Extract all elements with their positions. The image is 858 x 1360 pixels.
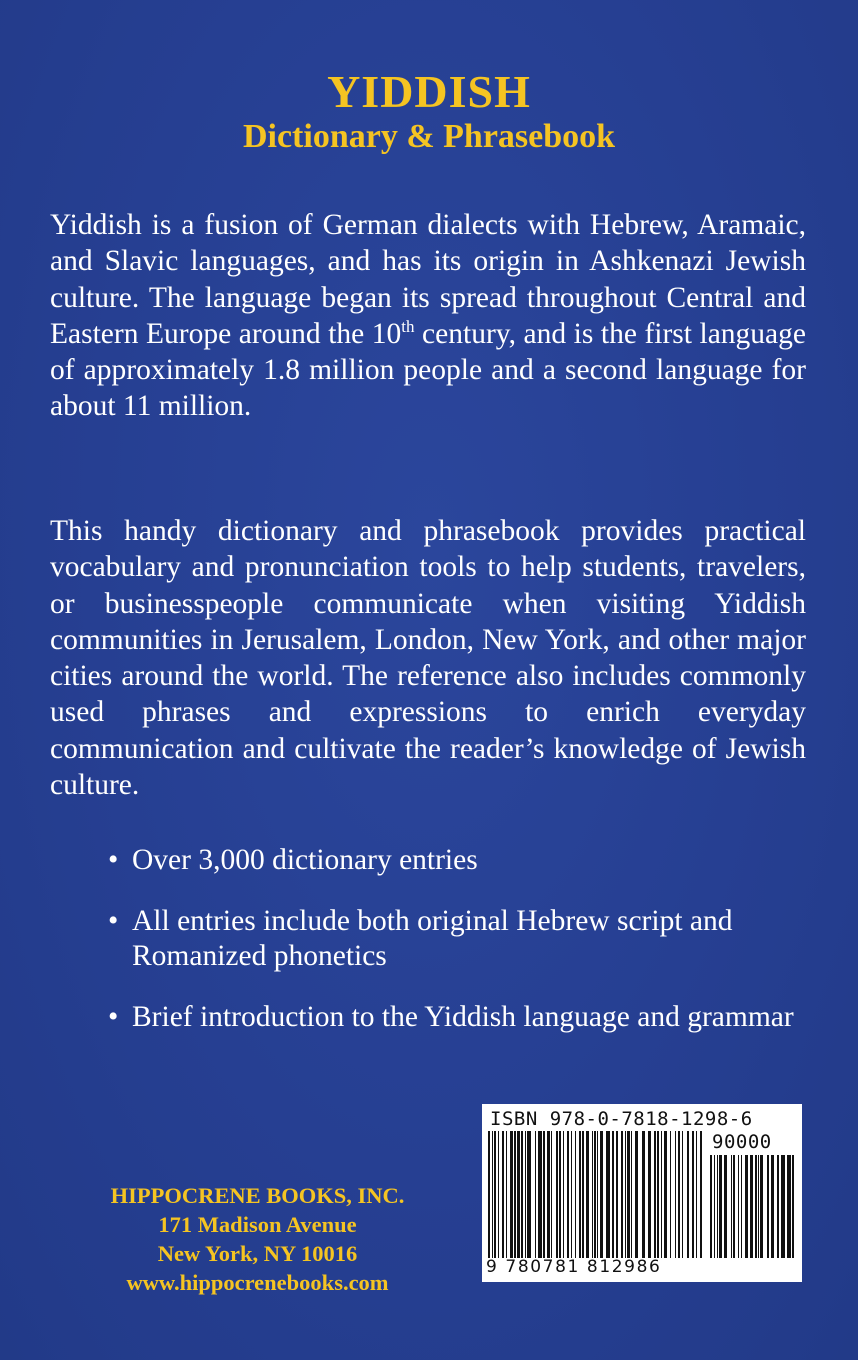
- book-subtitle: Dictionary & Phrasebook: [242, 118, 616, 155]
- barcode-bar: [719, 1155, 722, 1258]
- feature-list-item: [108, 843, 808, 878]
- bullet-icon: •: [108, 905, 119, 937]
- barcode-bar: [700, 1131, 702, 1258]
- barcode-bar: [724, 1155, 727, 1258]
- ean-digits: 9 780781 812986: [486, 1257, 662, 1277]
- barcode-bar: [563, 1131, 564, 1258]
- publisher-name: HIPPOCRENE BOOKS, INC.: [110, 1183, 405, 1208]
- barcode-bar: [771, 1155, 774, 1258]
- barcode-bar: [612, 1131, 614, 1258]
- barcode-bar: [675, 1131, 676, 1258]
- barcode-bar: [710, 1155, 712, 1258]
- paragraph-1-text-a: Yiddish is a fusion of German dialects with Hebrew, Aramaic, and Slavic languages, and has its origin in Ashkenazi Jewish culture. The language began its spread throughout Central and Eastern Europe around the 10: [50, 209, 806, 350]
- barcode-bar: [582, 1131, 584, 1258]
- barcode-bar: [592, 1131, 593, 1258]
- barcode-bar: [494, 1131, 496, 1258]
- barcode-bar: [621, 1131, 623, 1258]
- barcode-bar: [543, 1131, 545, 1258]
- barcode-bar: [492, 1131, 493, 1258]
- barcode-bar: [661, 1131, 662, 1258]
- barcode-bar: [692, 1131, 694, 1258]
- barcode-bar: [733, 1155, 735, 1258]
- bullet-icon: •: [108, 1001, 119, 1033]
- bullet-icon: •: [108, 844, 119, 876]
- barcode-bar: [525, 1131, 526, 1258]
- barcode-bar: [527, 1131, 531, 1258]
- price-barcode-bars: [710, 1155, 796, 1258]
- barcode-bar: [678, 1131, 680, 1258]
- publisher-address-street: 171 Madison Avenue: [158, 1212, 357, 1237]
- feature-text: Over 3,000 dictionary entries: [132, 844, 478, 876]
- barcode-bar: [657, 1131, 659, 1258]
- barcode-bar: [787, 1155, 791, 1258]
- barcode-bar: [594, 1131, 596, 1258]
- feature-list: [108, 843, 808, 1061]
- barcode-bar: [517, 1131, 520, 1258]
- barcode-bar: [760, 1155, 763, 1258]
- feature-list-item: [108, 904, 808, 974]
- barcode-bar: [597, 1131, 598, 1258]
- barcode-bar: [559, 1131, 561, 1258]
- barcode-bar: [575, 1131, 576, 1258]
- barcode-bar: [600, 1131, 603, 1258]
- book-title: YIDDISH: [327, 66, 531, 117]
- paragraph-1-superscript: th: [401, 317, 415, 337]
- barcode-bar: [670, 1131, 671, 1258]
- feature-list-item: [108, 1000, 808, 1035]
- isbn-barcode: [482, 1104, 802, 1282]
- barcode-bar: [521, 1131, 523, 1258]
- publisher-website: www.hippocrenebooks.com: [126, 1270, 389, 1295]
- barcode-bar: [538, 1131, 542, 1258]
- description-paragraph-1: [50, 207, 806, 425]
- price-code: 90000: [712, 1131, 772, 1153]
- barcode-bar: [627, 1131, 630, 1258]
- barcode-bar: [502, 1131, 504, 1258]
- feature-text: All entries include both original Hebrew script and Romanized phonetics: [132, 905, 733, 972]
- barcode-bar: [777, 1155, 779, 1258]
- barcode-bar: [654, 1131, 656, 1258]
- publisher-address-city: New York, NY 10016: [157, 1241, 358, 1266]
- barcode-bar: [648, 1131, 651, 1258]
- barcode-bar: [579, 1131, 581, 1258]
- barcode-bar: [792, 1155, 794, 1258]
- barcode-bar: [556, 1131, 558, 1258]
- barcode-bar: [642, 1131, 645, 1258]
- barcode-bar: [750, 1155, 753, 1258]
- barcode-bar: [741, 1155, 742, 1258]
- barcode-bar: [745, 1155, 748, 1258]
- paragraph-1-text-b: century, and is the first language of approximately 1.8 million people and a second language for about 11 million.: [50, 317, 806, 423]
- description-paragraph-2: This handy dictionary and phrasebook provides practical vocabulary and pronunciation tools to help students, travelers, or businesspeople communicate when visiting Yiddish communities in Jerusalem, London, New York, and other major cities around the world. The reference also includes commonly used phrases and expressions to enrich everyday communication and cultivate the reader’s knowledge of Jewish culture.: [50, 515, 806, 802]
- barcode-bar: [687, 1131, 689, 1258]
- barcode-bar: [738, 1155, 739, 1258]
- barcode-bar: [514, 1131, 516, 1258]
- barcode-bar: [510, 1131, 513, 1258]
- barcode-bar: [664, 1131, 667, 1258]
- barcode-bar: [535, 1131, 536, 1258]
- barcode-bar: [696, 1131, 697, 1258]
- barcode-bar: [616, 1131, 618, 1258]
- barcode-bar: [767, 1155, 769, 1258]
- barcode-bar: [755, 1155, 757, 1258]
- barcode-bar: [781, 1155, 785, 1258]
- barcode-bar: [606, 1131, 610, 1258]
- barcode-bar: [506, 1131, 507, 1258]
- ean-barcode-bars: [488, 1131, 702, 1258]
- publisher-block: [30, 1181, 485, 1297]
- barcode-bar: [631, 1131, 632, 1258]
- barcode-bar: [635, 1131, 638, 1258]
- barcode-bar: [551, 1131, 552, 1258]
- barcode-bar: [586, 1131, 589, 1258]
- barcode-bar: [625, 1131, 626, 1258]
- barcode-bar: [731, 1155, 732, 1258]
- barcode-bar: [682, 1131, 683, 1258]
- barcode-bar: [547, 1131, 550, 1258]
- isbn-label: ISBN 978-0-7818-1298-6: [490, 1108, 753, 1130]
- barcode-bar: [717, 1155, 718, 1258]
- barcode-bar: [567, 1131, 569, 1258]
- barcode-bar: [714, 1155, 715, 1258]
- barcode-bar: [488, 1131, 490, 1258]
- barcode-bar: [571, 1131, 572, 1258]
- barcode-bar: [498, 1131, 499, 1258]
- feature-text: Brief introduction to the Yiddish language and grammar: [132, 1001, 794, 1033]
- barcode-bar: [758, 1155, 759, 1258]
